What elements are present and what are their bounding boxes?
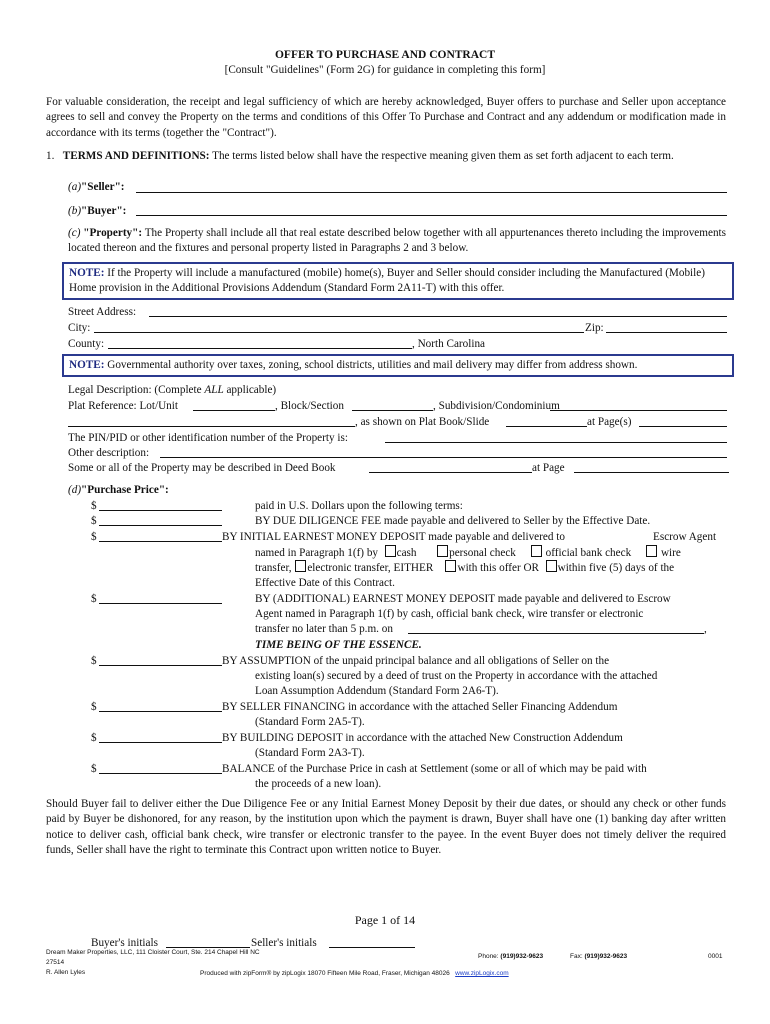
balance-text-2: the proceeds of a new loan). bbox=[255, 778, 382, 790]
dollar-sign: $ bbox=[91, 732, 97, 744]
personal-check-label: personal check bbox=[449, 547, 516, 559]
seller-initials-field[interactable] bbox=[329, 935, 415, 948]
legal-text-end: applicable) bbox=[223, 384, 277, 396]
initial-earnest-money-field[interactable] bbox=[99, 529, 222, 542]
dollar-sign: $ bbox=[91, 531, 97, 543]
property-label: "Property": bbox=[83, 227, 143, 239]
section-number: 1. bbox=[46, 150, 55, 162]
zip-field[interactable] bbox=[606, 320, 727, 333]
agent-name: R. Allen Lyles bbox=[46, 969, 86, 976]
assumption-amount-field[interactable] bbox=[99, 653, 222, 666]
note-label: NOTE: bbox=[69, 359, 105, 371]
state-suffix: , North Carolina bbox=[412, 338, 486, 350]
note-text: Governmental authority over taxes, zoning, school districts, utilities and mail delivery may differ from address shown. bbox=[107, 359, 638, 371]
company-zip: 27514 bbox=[46, 959, 65, 966]
due-diligence-fee-field[interactable] bbox=[99, 513, 222, 526]
balance-amount-field[interactable] bbox=[99, 761, 222, 774]
county-label: County: bbox=[68, 338, 105, 350]
price-label: "Purchase Price": bbox=[81, 484, 169, 496]
additional-earnest-money-text-2: Agent named in Paragraph 1(f) by cash, official bank check, wire transfer or electronic bbox=[255, 608, 644, 620]
electronic-transfer-checkbox[interactable] bbox=[295, 560, 306, 572]
balance-text: BALANCE of the Purchase Price in cash at Settlement (some or all of which may be paid with bbox=[222, 763, 647, 775]
subdivision-label: , Subdivision/Condominium bbox=[433, 400, 560, 412]
street-address-field[interactable] bbox=[149, 304, 727, 317]
section-1-paragraph bbox=[46, 149, 726, 164]
other-description-label: Other description: bbox=[68, 447, 150, 459]
assumption-text-2: existing loan(s) secured by a deed of trust on the Property in accordance with the attached bbox=[255, 670, 658, 682]
deadline-comma: , bbox=[704, 623, 707, 635]
buyer-label: "Buyer": bbox=[81, 205, 127, 217]
note-text: If the Property will include a manufactured (mobile) home(s), Buyer and Seller should consider including the Manufactured (Mobile) Home provision in the Additional Provisions Addendum (Standard Form 2A11-T) with this offer. bbox=[69, 267, 705, 294]
buyer-name-field[interactable] bbox=[136, 203, 727, 216]
additional-earnest-money-field[interactable] bbox=[99, 591, 222, 604]
assumption-text-3: Loan Assumption Addendum (Standard Form 2A6-T). bbox=[255, 685, 499, 697]
building-deposit-text-2: (Standard Form 2A3-T). bbox=[255, 747, 365, 759]
document-subtitle: [Consult "Guidelines" (Form 2G) for guidance in completing this form] bbox=[224, 64, 546, 76]
produced-text: Produced with zipForm® by zipLogix 18070 Fifteen Mile Road, Fraser, Michigan 48026 bbox=[200, 970, 450, 977]
property-letter: (c) bbox=[68, 227, 81, 239]
payment-method-row bbox=[255, 545, 681, 560]
purchase-price-amount-field[interactable] bbox=[99, 498, 222, 511]
buyer-initials-field[interactable] bbox=[166, 935, 250, 948]
plat-book-label: , as shown on Plat Book/Slide bbox=[355, 416, 490, 428]
building-deposit-text: BY BUILDING DEPOSIT in accordance with the attached New Construction Addendum bbox=[222, 732, 623, 744]
pin-field[interactable] bbox=[385, 430, 727, 443]
subdivision-field[interactable] bbox=[550, 398, 727, 411]
plat-pages-field[interactable] bbox=[639, 414, 727, 427]
page-number: Page 1 of 14 bbox=[354, 913, 416, 927]
dollar-sign: $ bbox=[91, 763, 97, 775]
deed-book-field[interactable] bbox=[369, 460, 532, 473]
document-title: OFFER TO PURCHASE AND CONTRACT bbox=[274, 49, 496, 61]
within-five-days-checkbox[interactable] bbox=[546, 560, 557, 572]
additional-deadline-field[interactable] bbox=[408, 621, 704, 634]
section-heading: TERMS AND DEFINITIONS: bbox=[62, 150, 210, 162]
section-text: The terms listed below shall have the respective meaning given them as set forth adjacent to each term. bbox=[212, 150, 674, 162]
seller-letter: (a) bbox=[68, 181, 82, 193]
escrow-agent-text: Escrow Agent bbox=[653, 531, 717, 543]
deed-page-field[interactable] bbox=[574, 460, 729, 473]
due-diligence-fee-text: BY DUE DILIGENCE FEE made payable and delivered to Seller by the Effective Date. bbox=[255, 515, 651, 527]
seller-financing-amount-field[interactable] bbox=[99, 699, 222, 712]
fax-number bbox=[570, 952, 627, 961]
seller-initials-label: Seller's initials bbox=[251, 937, 317, 949]
effective-date-text: Effective Date of this Contract. bbox=[255, 577, 395, 589]
pin-label: The PIN/PID or other identification number of the Property is: bbox=[68, 432, 348, 444]
seller-label-row bbox=[68, 180, 125, 194]
with-offer-checkbox[interactable] bbox=[445, 560, 456, 572]
phone-value: (919)932-9623 bbox=[500, 953, 544, 960]
deed-book-label: Some or all of the Property may be described in Deed Book bbox=[68, 462, 336, 474]
personal-check-checkbox[interactable] bbox=[437, 545, 448, 557]
legal-all: ALL bbox=[204, 384, 224, 396]
property-paragraph bbox=[68, 226, 726, 257]
governmental-authority-note bbox=[62, 354, 734, 377]
buyer-initials-label: Buyer's initials bbox=[91, 937, 158, 949]
initial-earnest-money-text: BY INITIAL EARNEST MONEY DEPOSIT made payable and delivered to bbox=[222, 531, 565, 543]
dollar-sign: $ bbox=[91, 500, 97, 512]
additional-earnest-money-text: BY (ADDITIONAL) EARNEST MONEY DEPOSIT made payable and delivered to Escrow bbox=[255, 593, 671, 605]
dollar-sign: $ bbox=[91, 593, 97, 605]
lot-unit-field[interactable] bbox=[193, 398, 275, 411]
phone-number bbox=[478, 952, 543, 961]
street-address-label: Street Address: bbox=[68, 306, 137, 318]
official-bank-check-label: official bank check bbox=[545, 547, 632, 559]
with-offer-label: with this offer OR bbox=[457, 562, 540, 574]
wire-label: wire bbox=[660, 547, 681, 559]
ziplogix-link[interactable]: www.zipLogix.com bbox=[455, 970, 509, 977]
buyer-label-row bbox=[68, 204, 126, 218]
building-deposit-amount-field[interactable] bbox=[99, 730, 222, 743]
fax-label: Fax: bbox=[570, 953, 585, 960]
delivery-timing-row bbox=[255, 560, 674, 575]
seller-financing-text-2: (Standard Form 2A5-T). bbox=[255, 716, 365, 728]
manufactured-home-note bbox=[62, 262, 734, 300]
plat-pages-label: at Page(s) bbox=[587, 416, 632, 428]
city-label: City: bbox=[68, 322, 91, 334]
failure-to-deliver-paragraph: Should Buyer fail to deliver either the Due Diligence Fee or any Initial Earnest Money Deposit by their due dates, or should any check or other funds paid by Buyer be dishonored, for any reason, by the institution upon which the payment is drawn, Buyer shall have one (1) banking day after written notice to deliver cash, official bank check, wire transfer or electronic transfer to the payee. In the event Buyer does not timely deliver the required funds, Seller shall have the right to terminate this Contract upon written notice to Buyer. bbox=[46, 798, 726, 856]
dollar-sign: $ bbox=[91, 515, 97, 527]
plat-reference-label: Plat Reference: Lot/Unit bbox=[68, 400, 178, 412]
property-text: The Property shall include all that real estate described below together with all appurtenances thereto including the improvements located thereon and the fixtures and personal property listed in Paragraphs 2 and 3 below. bbox=[68, 227, 727, 255]
company-address: Dream Maker Properties, LLC, 111 Cloister Court, Ste. 214 Chapel Hill NC bbox=[46, 949, 260, 956]
purchase-price-label-row bbox=[68, 483, 169, 497]
block-section-label: , Block/Section bbox=[275, 400, 344, 412]
city-field[interactable] bbox=[94, 320, 584, 333]
time-of-essence: TIME BEING OF THE ESSENCE. bbox=[255, 639, 422, 651]
dollar-sign: $ bbox=[91, 655, 97, 667]
other-description-field[interactable] bbox=[160, 445, 727, 458]
price-letter: (d) bbox=[68, 484, 82, 496]
seller-name-field[interactable] bbox=[136, 180, 727, 193]
purchase-price-terms: paid in U.S. Dollars upon the following terms: bbox=[255, 500, 463, 512]
legal-description-heading bbox=[68, 383, 276, 397]
additional-deadline-label: transfer no later than 5 p.m. on bbox=[255, 623, 393, 635]
seller-financing-text: BY SELLER FINANCING in accordance with the attached Seller Financing Addendum bbox=[222, 701, 618, 713]
note-label: NOTE: bbox=[69, 267, 105, 279]
transfer-label: transfer, bbox=[255, 562, 292, 574]
produced-with bbox=[200, 969, 509, 978]
seller-label: "Seller": bbox=[81, 181, 125, 193]
wire-transfer-checkbox[interactable] bbox=[646, 545, 657, 557]
document-number: 0001 bbox=[708, 953, 723, 960]
cash-label: cash bbox=[396, 547, 417, 559]
subdivision-continued-field[interactable] bbox=[68, 414, 355, 427]
block-section-field[interactable] bbox=[352, 398, 433, 411]
plat-book-field[interactable] bbox=[506, 414, 587, 427]
cash-checkbox[interactable] bbox=[385, 545, 396, 557]
buyer-letter: (b) bbox=[68, 205, 82, 217]
legal-text: Legal Description: (Complete bbox=[68, 384, 205, 396]
electronic-transfer-label: electronic transfer, EITHER bbox=[307, 562, 434, 574]
within-five-days-label: within five (5) days of the bbox=[557, 562, 675, 574]
dollar-sign: $ bbox=[91, 701, 97, 713]
phone-label: Phone: bbox=[478, 953, 501, 960]
fax-value: (919)932-9623 bbox=[584, 953, 628, 960]
county-field[interactable] bbox=[108, 336, 412, 349]
zip-label: Zip: bbox=[585, 322, 604, 334]
assumption-text: BY ASSUMPTION of the unpaid principal balance and all obligations of Seller on the bbox=[222, 655, 610, 667]
deed-page-label: at Page bbox=[532, 462, 565, 474]
official-bank-check-checkbox[interactable] bbox=[531, 545, 542, 557]
intro-paragraph: For valuable consideration, the receipt and legal sufficiency of which are hereby acknowledged, Buyer offers to purchase and Seller upon acceptance agrees to sell and convey the Property on the terms and conditions of this Offer To Purchase and Contract and any addendum or modification made in accordance with its terms (together the "Contract"). bbox=[46, 96, 726, 139]
payment-method-lead: named in Paragraph 1(f) by bbox=[255, 547, 379, 559]
